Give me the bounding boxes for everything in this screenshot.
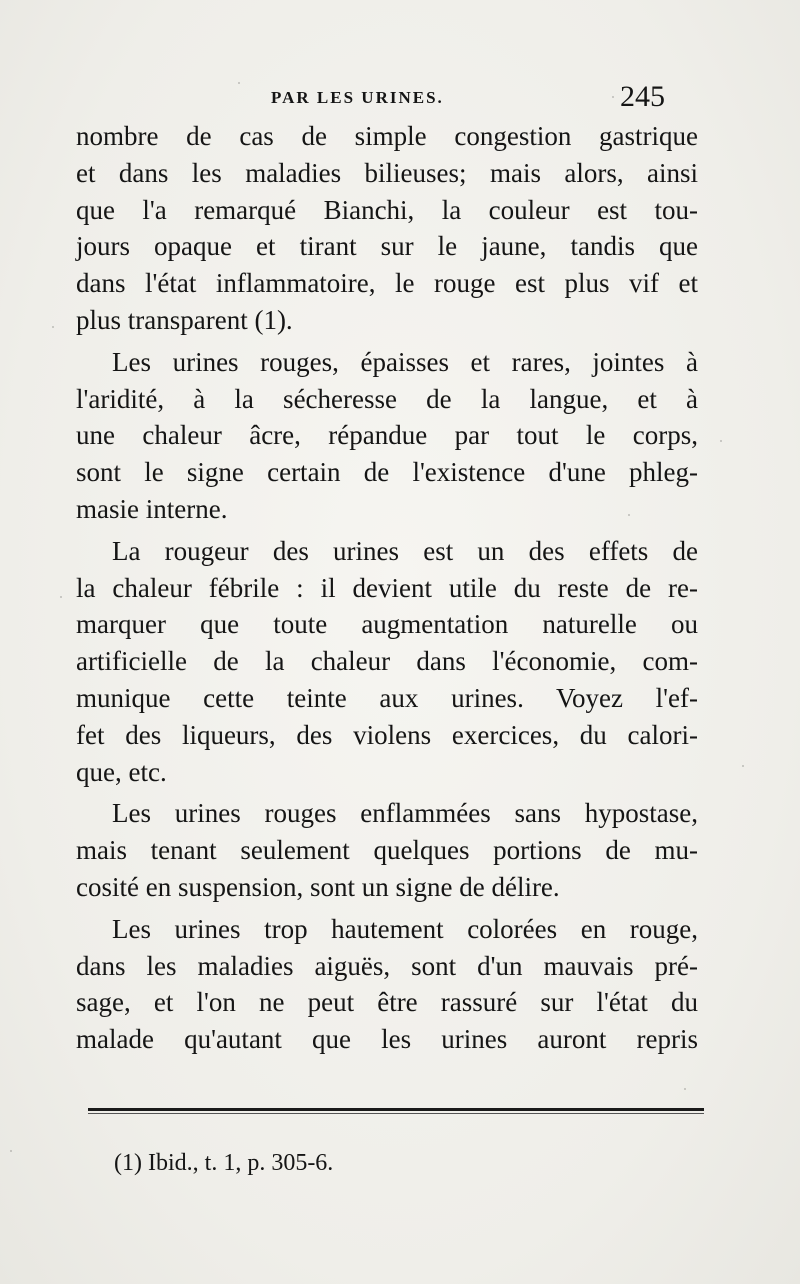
paper-speck	[60, 596, 62, 598]
text-line: fet des liqueurs, des violens exercices, du calori-	[76, 719, 698, 750]
text-line: mais tenant seulement quelques portions de mu-	[76, 835, 698, 866]
text-line: sont le signe certain de l'existence d'une phleg-	[76, 457, 698, 488]
text-line: dans l'état inflammatoire, le rouge est plus vif et	[76, 268, 698, 299]
running-title: PAR LES URINES.	[271, 88, 444, 107]
text-line: l'aridité, à la sécheresse de la langue, et à	[76, 383, 698, 414]
text-line: plus transparent (1).	[76, 304, 293, 335]
paper-speck	[612, 96, 614, 98]
text-line: dans les maladies aiguës, sont d'un mauvais pré-	[76, 950, 698, 981]
paper-speck	[238, 82, 240, 84]
paper-speck	[52, 326, 54, 328]
paper-speck	[628, 514, 630, 516]
text-line: marquer que toute augmentation naturelle ou	[76, 609, 698, 640]
text-line: cosité en suspension, sont un signe de délire.	[76, 871, 560, 902]
text-line: la chaleur fébrile : il devient utile du reste de re-	[76, 572, 698, 603]
text-line: malade qu'autant que les urines auront repris	[76, 1024, 698, 1055]
paragraph	[76, 911, 698, 1058]
text-line: nombre de cas de simple congestion gastrique	[76, 121, 698, 151]
text-line: artificielle de la chaleur dans l'économie, com-	[76, 646, 698, 677]
paper-speck	[720, 440, 722, 442]
running-head	[0, 80, 800, 114]
text-line: La rougeur des urines est un des effets de	[112, 535, 698, 566]
text-line: sage, et l'on ne peut être rassuré sur l'état du	[76, 987, 698, 1018]
paragraph	[76, 118, 698, 339]
text-line: Les urines rouges enflammées sans hypostase,	[112, 798, 698, 829]
body-text	[76, 118, 698, 1058]
text-line: Les urines trop hautement colorées en rouge,	[112, 913, 698, 944]
paragraph	[76, 533, 698, 791]
footnote: (1) Ibid., t. 1, p. 305-6.	[114, 1150, 334, 1176]
text-line: que l'a remarqué Bianchi, la couleur est tou-	[76, 194, 698, 225]
text-line: que, etc.	[76, 756, 167, 787]
paper-speck	[10, 1150, 12, 1152]
text-line: Les urines rouges, épaisses et rares, jointes à	[112, 346, 698, 377]
page-number: 245	[620, 80, 665, 113]
paper-speck	[684, 1088, 686, 1090]
text-line: une chaleur âcre, répandue par tout le corps,	[76, 420, 698, 451]
paragraph	[76, 344, 698, 528]
text-line: jours opaque et tirant sur le jaune, tandis que	[76, 231, 698, 262]
paper-speck	[742, 765, 744, 767]
text-line: et dans les maladies bilieuses; mais alors, ainsi	[76, 157, 698, 188]
text-line: masie interne.	[76, 493, 228, 524]
text-line: munique cette teinte aux urines. Voyez l'ef-	[76, 682, 698, 713]
paragraph	[76, 795, 698, 905]
footnote-rule	[88, 1108, 704, 1111]
